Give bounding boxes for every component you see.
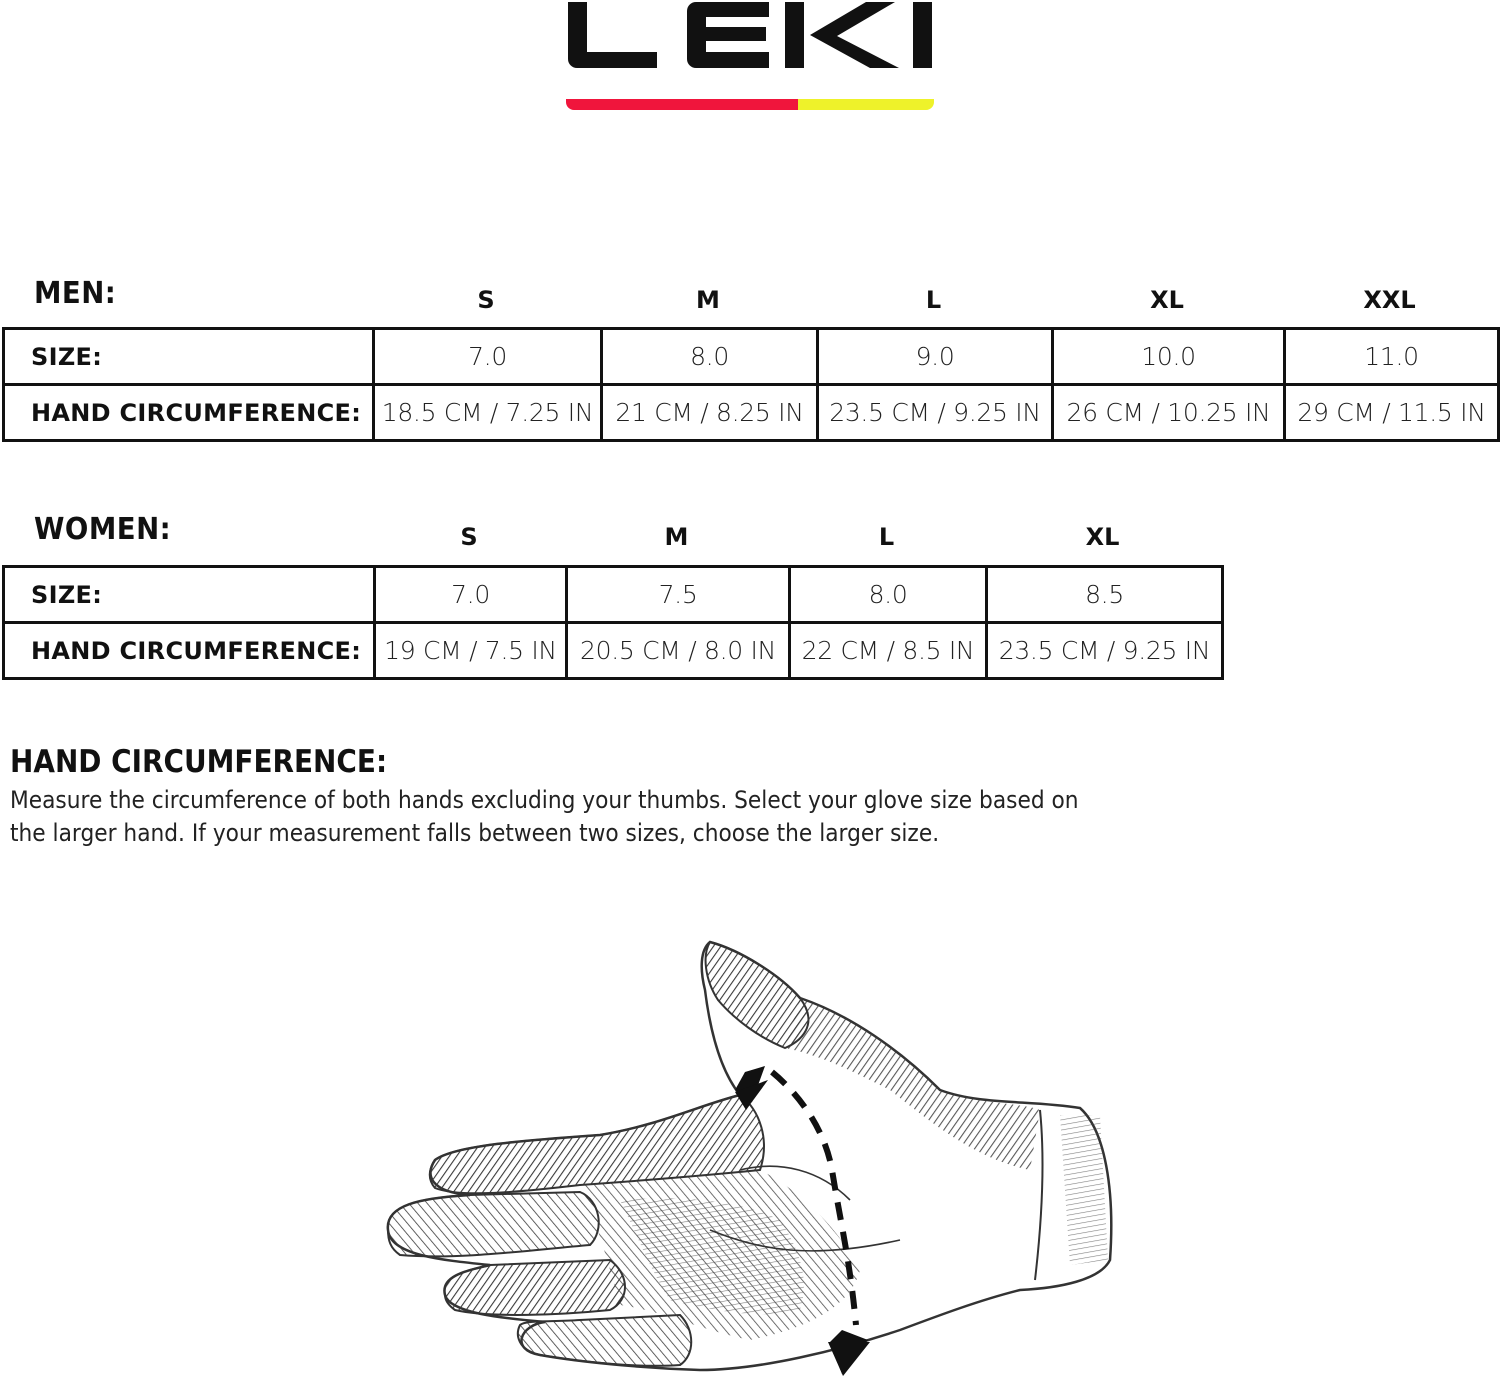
table-cell: 8.0: [790, 567, 987, 623]
row-label: HAND CIRCUMFERENCE:: [4, 623, 375, 679]
men-size-header: S: [477, 286, 495, 314]
men-section-title: MEN:: [34, 276, 117, 311]
leki-logo: [566, 0, 936, 115]
men-size-header: XL: [1150, 286, 1184, 314]
table-cell: 7.0: [374, 329, 602, 385]
women-size-header: XL: [1085, 523, 1120, 551]
table-cell: 7.0: [375, 567, 567, 623]
instructions-title: HAND CIRCUMFERENCE:: [10, 744, 388, 780]
table-cell: 29 CM / 11.5 IN: [1285, 385, 1499, 441]
table-cell: 26 CM / 10.25 IN: [1053, 385, 1285, 441]
table-row: [4, 385, 1499, 441]
table-row: [4, 623, 1223, 679]
table-cell: 10.0: [1053, 329, 1285, 385]
table-cell: 20.5 CM / 8.0 IN: [567, 623, 790, 679]
hand-measurement-icon: [380, 930, 1130, 1396]
men-size-header: M: [696, 286, 720, 314]
table-cell: 7.5: [567, 567, 790, 623]
table-cell: 8.5: [987, 567, 1223, 623]
row-label: SIZE:: [4, 567, 375, 623]
leki-wordmark-icon: [566, 0, 936, 70]
table-cell: 9.0: [818, 329, 1053, 385]
instructions-body: [10, 784, 1187, 850]
women-size-header: S: [460, 523, 478, 551]
table-row: [4, 567, 1223, 623]
table-cell: 21 CM / 8.25 IN: [602, 385, 818, 441]
table-cell: 22 CM / 8.5 IN: [790, 623, 987, 679]
row-label: SIZE:: [4, 329, 374, 385]
women-size-table: [2, 565, 1224, 680]
men-size-header: L: [925, 286, 942, 314]
brand-stripe-yellow: [798, 99, 934, 110]
women-size-header: M: [664, 523, 689, 551]
instructions-line: Measure the circumference of both hands excluding your thumbs. Select your glove size based on: [10, 786, 1079, 814]
row-label: HAND CIRCUMFERENCE:: [4, 385, 374, 441]
table-cell: 11.0: [1285, 329, 1499, 385]
men-size-header: XXL: [1363, 286, 1416, 314]
men-size-table: [2, 327, 1500, 442]
table-cell: 19 CM / 7.5 IN: [375, 623, 567, 679]
women-section-title: WOMEN:: [34, 512, 172, 547]
brand-stripe-red: [566, 99, 798, 110]
table-row: [4, 329, 1499, 385]
table-cell: 18.5 CM / 7.25 IN: [374, 385, 602, 441]
instructions-line: the larger hand. If your measurement falls between two sizes, choose the larger size.: [10, 819, 940, 847]
table-cell: 23.5 CM / 9.25 IN: [987, 623, 1223, 679]
women-size-header: L: [878, 523, 895, 551]
brand-stripe: [566, 99, 934, 110]
table-cell: 8.0: [602, 329, 818, 385]
table-cell: 23.5 CM / 9.25 IN: [818, 385, 1053, 441]
